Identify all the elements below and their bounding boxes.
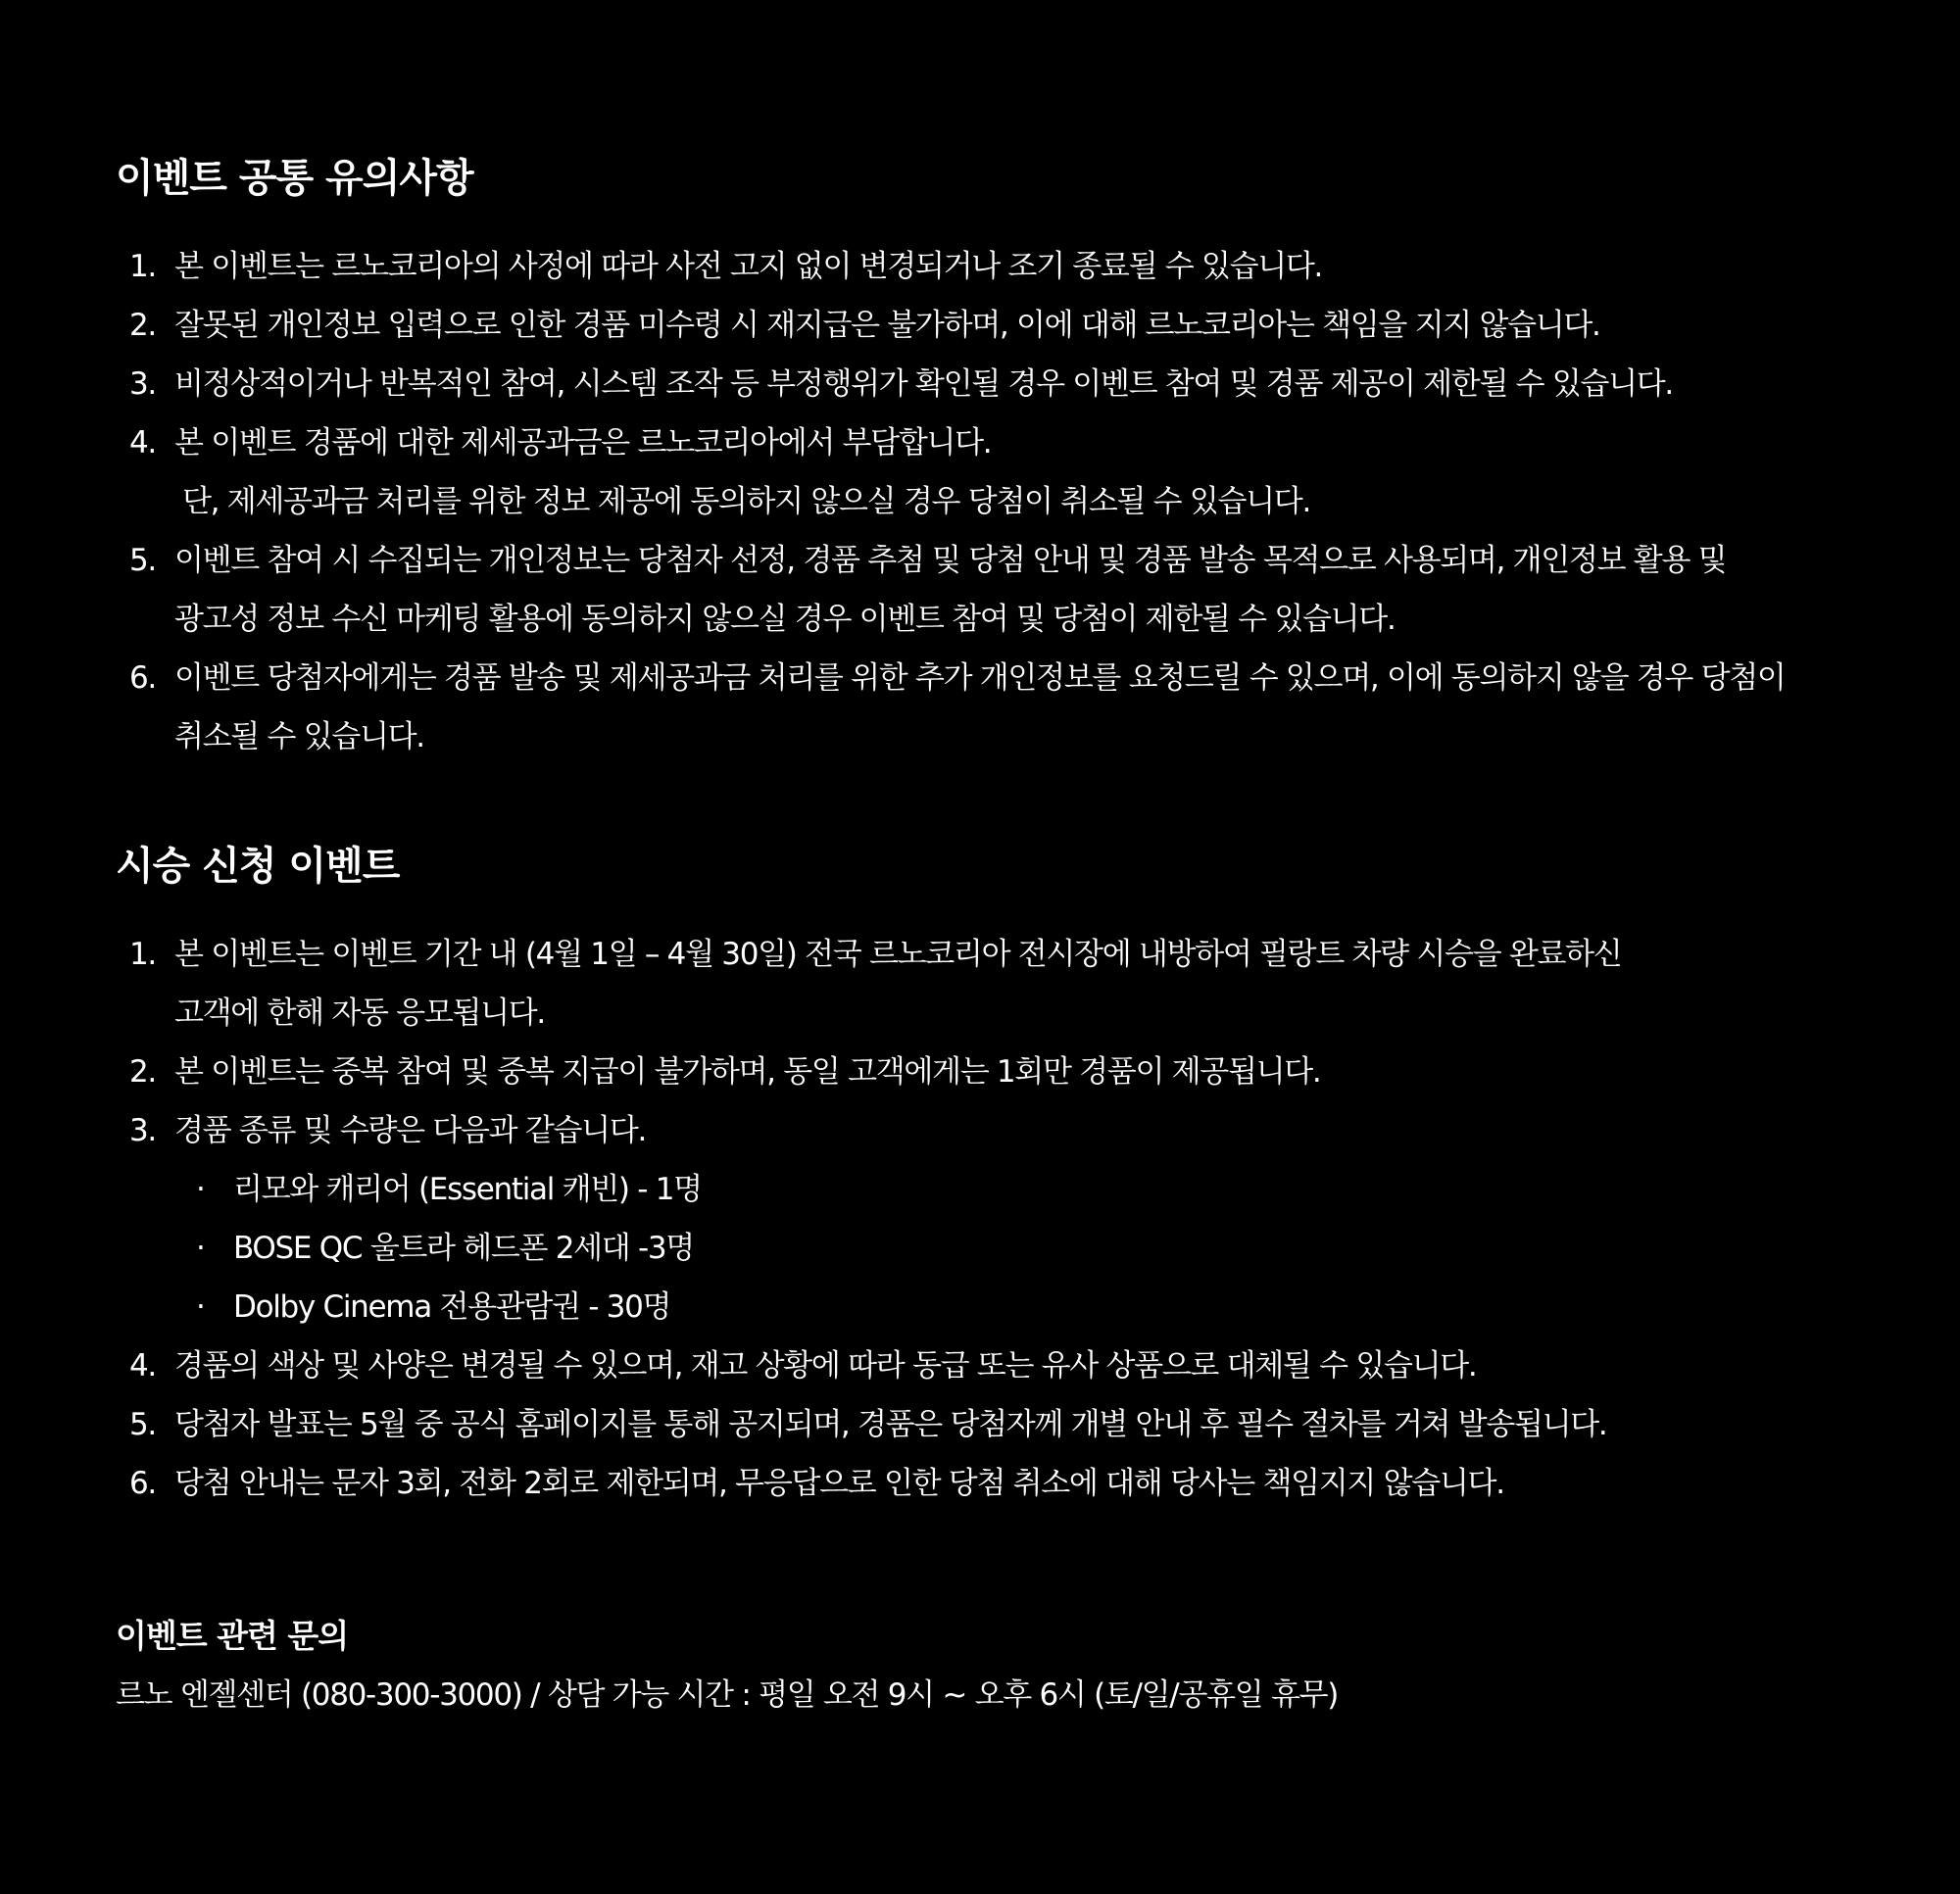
common-notice-list [116,237,1938,766]
notice-text: 잘못된 개인정보 입력으로 인한 경품 미수령 시 재지급은 불가하며, 이에 대해 르노코리아는 책임을 지지 않습니다. [174,308,1600,343]
prize-list [174,1160,1938,1336]
test-drive-list [116,925,1938,1513]
notice-text: 경품 종류 및 수량은 다음과 같습니다. [174,1113,647,1148]
prize-item [174,1160,1938,1219]
list-number: 5. [129,1407,156,1442]
contact-section [116,1607,1938,1724]
notice-text: 본 이벤트는 르노코리아의 사정에 따라 사전 고지 없이 변경되거나 조기 종료될 수 있습니다. [174,249,1323,284]
prize-text: 리모와 캐리어 (Essential 캐빈) - 1명 [233,1172,702,1207]
notice-text: 당첨자 발표는 5월 중 공식 홈페이지를 통해 공지되며, 경품은 당첨자께 개별 안내 후 필수 절차를 거쳐 발송됩니다. [174,1407,1607,1442]
contact-info: 르노 엔젤센터 (080-300-3000) / 상담 가능 시간 : 평일 오전 9시 ~ 오후 6시 (토/일/공휴일 휴무) [116,1677,1339,1713]
list-number: 4. [129,425,156,461]
common-notice-item-2 [116,296,1938,355]
section-spacer [116,1513,1938,1607]
notice-text: 이벤트 당첨자에게는 경품 발송 및 제세공과금 처리를 위한 추가 개인정보를 요청드릴 수 있으며, 이에 동의하지 않을 경우 당첨이 [174,660,1786,696]
notice-text: 본 이벤트는 중복 참여 및 중복 지급이 불가하며, 동일 고객에게는 1회만 경품이 제공됩니다. [174,1054,1321,1090]
prize-text: BOSE QC 울트라 헤드폰 2세대 -3명 [233,1231,694,1266]
notice-text-continued: 고객에 한해 자동 응모됩니다. [174,996,545,1031]
test-drive-item-5 [116,1395,1938,1454]
notice-text: 본 이벤트 경품에 대한 제세공과금은 르노코리아에서 부담합니다. [174,425,992,461]
test-drive-title: 시승 신청 이벤트 [116,844,400,889]
common-notice-item-3 [116,355,1938,413]
notice-text: 이벤트 참여 시 수집되는 개인정보는 당첨자 선정, 경품 추첨 및 당첨 안내 및 경품 발송 목적으로 사용되며, 개인정보 활용 및 [174,543,1727,578]
test-drive-item-6 [116,1454,1938,1513]
list-number: 2. [129,1054,156,1090]
list-number: 5. [129,543,156,578]
list-number: 2. [129,308,156,343]
notice-text: 비정상적이거나 반복적인 참여, 시스템 조작 등 부정행위가 확인될 경우 이벤트 참여 및 경품 제공이 제한될 수 있습니다. [174,366,1673,402]
contact-title: 이벤트 관련 문의 [116,1617,349,1655]
test-drive-item-1 [116,925,1938,1043]
test-drive-item-2 [116,1043,1938,1101]
list-number: 3. [129,366,156,402]
prize-item [174,1219,1938,1278]
notice-text-continued: 광고성 정보 수신 마케팅 활용에 동의하지 않으실 경우 이벤트 참여 및 당첨이 제한될 수 있습니다. [174,602,1396,637]
common-notice-item-4 [116,413,1938,531]
test-drive-item-4 [116,1336,1938,1395]
list-number: 1. [129,249,156,284]
bullet-dot: · [196,1231,205,1266]
prize-item [174,1278,1938,1336]
list-number: 4. [129,1348,156,1384]
common-notice-item-1 [116,237,1938,296]
list-number: 1. [129,937,156,972]
list-number: 6. [129,1466,156,1501]
common-notice-title: 이벤트 공통 유의사항 [116,156,473,201]
common-notice-section [116,147,1938,766]
notice-text-continued: 단, 제세공과금 처리를 위한 정보 제공에 동의하지 않으실 경우 당첨이 취소될 수 있습니다. [182,484,1311,519]
bullet-dot: · [196,1289,205,1325]
notice-text-continued: 취소될 수 있습니다. [174,719,424,754]
notice-text: 당첨 안내는 문자 3회, 전화 2회로 제한되며, 무응답으로 인한 당첨 취소에 대해 당사는 책임지지 않습니다. [174,1466,1504,1501]
list-number: 6. [129,660,156,696]
notice-page [116,147,1938,1724]
notice-text: 본 이벤트는 이벤트 기간 내 (4월 1일 – 4월 30일) 전국 르노코리아 전시장에 내방하여 필랑트 차량 시승을 완료하신 [174,937,1622,972]
notice-text: 경품의 색상 및 사양은 변경될 수 있으며, 재고 상황에 따라 동급 또는 유사 상품으로 대체될 수 있습니다. [174,1348,1477,1384]
list-number: 3. [129,1113,156,1148]
prize-text: Dolby Cinema 전용관람권 - 30명 [233,1289,671,1325]
section-spacer [116,766,1938,835]
common-notice-item-5 [116,531,1938,649]
test-drive-item-3 [116,1101,1938,1336]
common-notice-item-6 [116,649,1938,766]
test-drive-section [116,835,1938,1513]
bullet-dot: · [196,1172,205,1207]
